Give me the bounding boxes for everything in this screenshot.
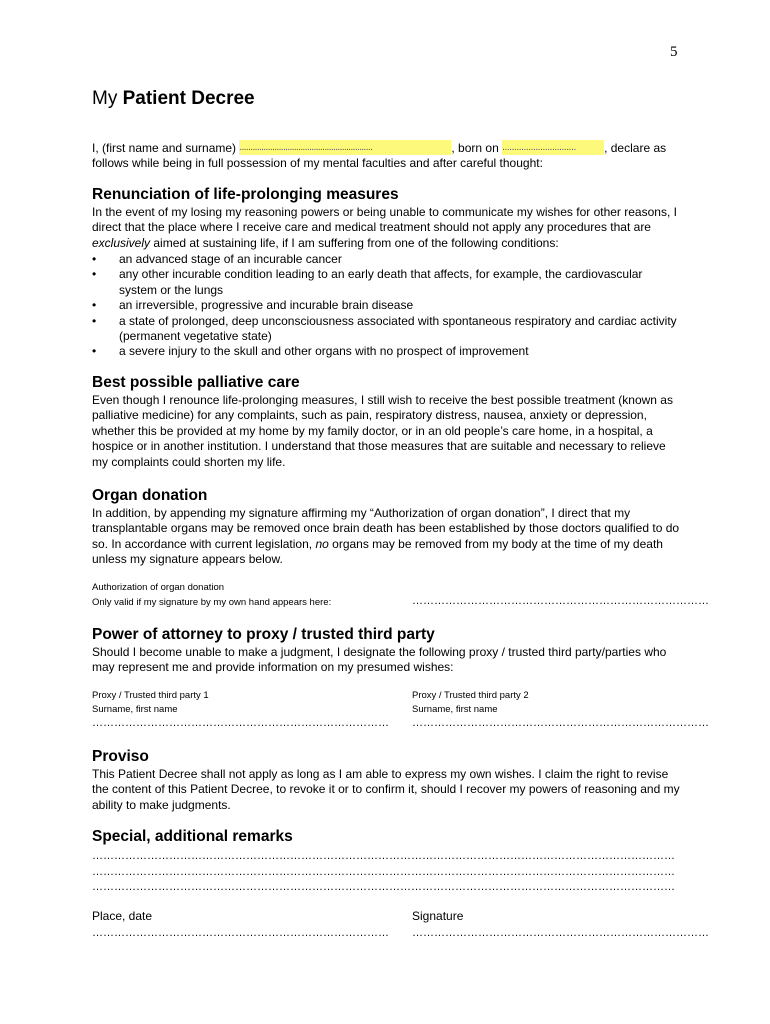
signature-line[interactable]: ……………………………………………………………………… xyxy=(412,927,709,939)
auth-label-2: Only valid if my signature by my own hand appears here: xyxy=(92,597,332,608)
renunciation-paragraph: In the event of my losing my reasoning powers or being unable to communicate my wishes for other reasons, I direct that the place where I receive care and medical treatment should not apply any procedures that are exclusively aimed at sustaining life, if I am suffering from one of the following conditions: xyxy=(92,205,677,250)
proxy-1-label: Proxy / Trusted third party 1 xyxy=(92,690,209,701)
intro-part2: , born on xyxy=(451,141,503,155)
place-date-label: Place, date xyxy=(92,909,153,923)
intro-line-2: follows while being in full possession of my mental faculties and after careful thought: xyxy=(92,156,543,170)
page-title xyxy=(92,88,255,110)
organ-paragraph: In addition, by appending my signature affirming my “Authorization of organ donation”, I direct that my transplantable organs may be removed once brain death has been established by those doctors qualified to do so. In accordance with current legislation, no organs may be removed from my body at the time of my death unless my signature appears below. xyxy=(92,506,680,567)
list-item: • a state of prolonged, deep unconsciousness associated with spontaneous respiratory and cardiac activity (permanent vegetative state) xyxy=(92,313,677,344)
auth-label-1: Authorization of organ donation xyxy=(92,582,225,593)
proviso-heading: Proviso xyxy=(92,748,149,765)
intro-part1: I, (first name and surname) xyxy=(92,141,240,155)
list-item: • a severe injury to the skull and other organs with no prospect of improvement xyxy=(92,344,529,359)
place-date-line[interactable]: ……………………………………………………………………… xyxy=(92,927,389,939)
list-item: • any other incurable condition leading to an early death that affects, for example, the cardiovascular system or the lungs xyxy=(92,267,643,297)
proxy-2-label: Proxy / Trusted third party 2 xyxy=(412,690,529,701)
palliative-heading: Best possible palliative care xyxy=(92,374,300,391)
title-prefix: My xyxy=(92,88,123,109)
proxy-heading: Power of attorney to proxy / trusted third party xyxy=(92,626,435,643)
intro-part3: , declare as xyxy=(604,141,667,155)
remarks-line-2[interactable]: …………………………………………………………………………………………………………………………………………… xyxy=(92,866,675,878)
proxy-1-name-line[interactable]: ……………………………………………………………………… xyxy=(92,717,389,729)
list-item: • an advanced stage of an incurable cancer xyxy=(92,252,342,266)
proxy-2-sublabel: Surname, first name xyxy=(412,704,498,715)
signature-label: Signature xyxy=(412,909,464,923)
intro-line-1 xyxy=(92,140,682,156)
name-fill-field[interactable]: ............................................................. xyxy=(239,140,451,155)
proxy-paragraph: Should I become unable to make a judgment, I designate the following proxy / trusted third party/parties who may represent me and provide information on my presumed wishes: xyxy=(92,645,667,675)
organ-heading: Organ donation xyxy=(92,487,208,504)
title-bold: Patient Decree xyxy=(122,88,255,109)
proxy-1-sublabel: Surname, first name xyxy=(92,704,178,715)
page-number: 5 xyxy=(670,44,678,60)
remarks-heading: Special, additional remarks xyxy=(92,828,293,845)
proxy-2-name-line[interactable]: ……………………………………………………………………… xyxy=(412,717,709,729)
list-item: • an irreversible, progressive and incurable brain disease xyxy=(92,298,414,313)
dob-fill-field[interactable]: ............................... xyxy=(502,140,604,155)
conditions-list xyxy=(92,252,682,360)
organ-signature-line[interactable]: ……………………………………………………………………… xyxy=(412,595,709,607)
remarks-line-3[interactable]: …………………………………………………………………………………………………………………………………………… xyxy=(92,881,675,893)
palliative-paragraph: Even though I renounce life-prolonging measures, I still wish to receive the best possible treatment (known as palliative medicine) for any complaints, such as pain, respiratory distress, nausea, anxiety or depression, whether this be provided at my home by my family doctor, or in an old people’s care home, in a hospital, a hospice or in another institution. I understand that those measures that are suitable and necessary to relieve my complaints could shorten my life. xyxy=(92,393,673,469)
renunciation-heading: Renunciation of life-prolonging measures xyxy=(92,186,399,203)
proviso-paragraph: This Patient Decree shall not apply as long as I am able to express my own wishes. I claim the right to revise the content of this Patient Decree, to revoke it or to confirm it, should I recover my powers of reasoning and my ability to make judgments. xyxy=(92,767,680,812)
remarks-line-1[interactable]: …………………………………………………………………………………………………………………………………………… xyxy=(92,850,675,862)
